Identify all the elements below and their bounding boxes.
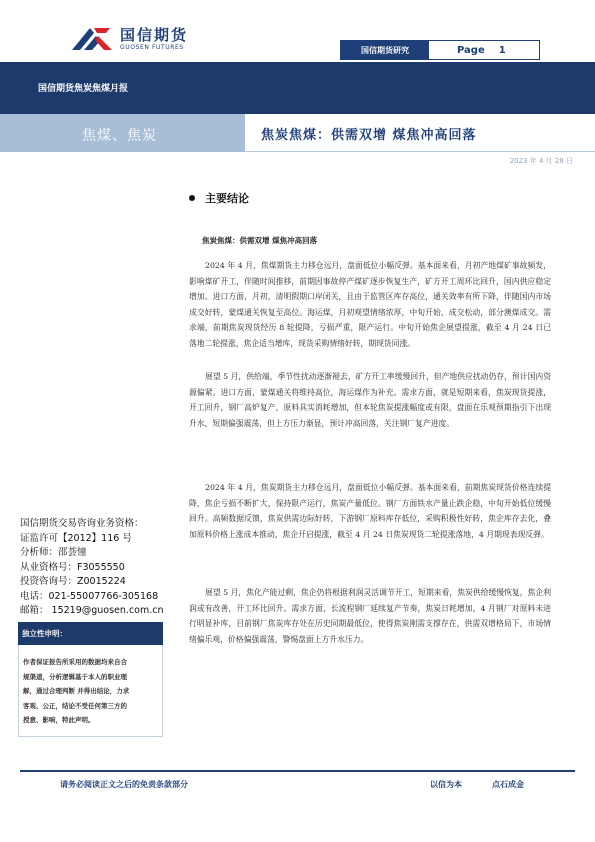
- page-label: Page: [457, 44, 485, 56]
- consulting-number: 投资咨询号：Z0015224: [20, 576, 126, 587]
- report-title-band: [0, 62, 595, 114]
- logo-en-text: GUOSEN FUTURES: [120, 44, 184, 51]
- paragraph: 展望 5 月，焦化产能过剩，焦企仍将根据利润灵活调节开工，短期来看，焦炭供给缓慢恢复，焦企利润或有改善，开工环比回升。需求方面，长流程钢厂延续复产节奏，焦炭日耗增加，4 月钢厂对原料未进行明显补库，目前钢厂焦炭库存处在历史同期最低位，使得焦炭刚需支撑存在，供需双增格局下，市场情绪偏乐观，价格偏强震荡，警惕盘面上方升水压力。: [189, 588, 551, 644]
- phone: 电话：021-55007766-305168: [20, 590, 159, 602]
- footer-tagline-2: 点石成金: [492, 779, 524, 789]
- paragraph: 2024 年 4 月，焦煤期货主力移仓远月，盘面低位小幅反弹。基本面来看，月初产地煤矿事故频发，影响煤矿开工，伴随时间推移，前期因事故停产煤矿逐步恢复生产，矿方开工周环比回升，国内供应稳定增加。进口方面，月初，清明假期口岸闭关，且由于监管区库存高位，通关效率有所下降，伴随国内市场成交好转，蒙煤通关恢复至高位。海运煤，月初观望情绪浓厚，中旬开始，成交松动，部分澳煤成交。需求端，前期焦炭现货经历 8 轮提降，亏损严重，限产运行。中旬开始焦企展望提涨，截至 4 月 24 日已落地二轮提涨，焦企适当增库，现货采购情绪好转，期现货同涨。: [189, 261, 551, 348]
- statement-line: 作者保证报告所采用的数据均来自合: [23, 658, 127, 666]
- guosen-logo-icon: [68, 24, 114, 54]
- analyst-info: [20, 517, 180, 619]
- footer-tagline-1: 以信为本: [430, 779, 462, 789]
- logo-cn-text: 国信期货: [120, 26, 189, 44]
- bullet-dot-icon: [189, 195, 195, 201]
- statement-title: 独立性申明：: [18, 622, 163, 645]
- license-number: 证监许可【2012】116 号: [20, 532, 132, 544]
- research-header-box: [340, 40, 540, 60]
- sub-title: 焦炭焦煤：供需双增 煤焦冲高回落: [202, 236, 318, 245]
- email: 邮箱： 15219@guosen.com.cn: [20, 605, 164, 616]
- sector-label: 焦煤、焦炭: [82, 128, 157, 144]
- footer: [0, 779, 595, 795]
- paragraph: 展望 5 月，供给端，季节性扰动逐渐褪去，矿方开工率缓慢回升，但产地供应扰动仍存，预计国内资源偏紧。进口方面，蒙煤通关将维持高位，海运煤作为补充。需求方面，就是短期来看，焦炭现货提涨，开工回升，钢厂高炉复产，原料具实消耗增加，但本轮焦炭提涨幅度或有限，盘面在乐观预期指引下出现升水，短期偏强震荡，但上方压力渐显，预计冲高回落，关注钢厂复产进度。: [189, 372, 551, 428]
- page-indicator: [429, 41, 539, 59]
- main-content: [189, 190, 559, 206]
- topic-strip: [0, 114, 595, 152]
- footer-divider: [20, 770, 575, 772]
- research-label: 国信期货研究: [341, 41, 429, 59]
- sector-block: [0, 114, 245, 152]
- footer-disclaimer: 请务必阅读正文之后的免责条款部分: [60, 779, 188, 789]
- statement-line: 解，通过合理判断 并得出结论，力求: [23, 687, 130, 695]
- guosen-logo: [68, 24, 188, 54]
- report-date: 2023 年 4 月 28 日: [509, 157, 573, 165]
- statement-line: 规渠道，分析逻辑基于本人的职业理: [23, 672, 127, 681]
- statement-line: 授意、影响，特此声明。: [23, 716, 95, 724]
- analyst-name: 分析师：邵荟憧: [20, 547, 87, 558]
- report-headline: 焦炭焦煤：供需双增 煤焦冲高回落: [261, 128, 477, 143]
- paragraph: 2024 年 4 月，焦炭期货主力移仓远月，盘面低位小幅反弹。基本面来看，前期焦炭现货价格连续提降，焦企亏损不断扩大，保持限产运行，焦炭产量低位。钢厂方面铁水产量止跌企稳，中旬开始低位缓慢回升。高频数据反馈，焦炭供需边际好转，下游钢厂原料库存低位，采购积极性好转，焦企库存去化，叠加原料价格上涨成本推动，焦企开启提涨，截至 4 月 24 日焦炭现货二轮提涨落地，4 月期现表现反弹。: [189, 483, 551, 539]
- section-title: [189, 190, 559, 206]
- section-title-text: 主要结论: [205, 192, 249, 205]
- headline-block: [245, 114, 595, 152]
- page-number: 1: [498, 44, 506, 56]
- statement-body: [18, 645, 163, 737]
- report-series-title: 国信期货焦炭焦煤月报: [38, 84, 129, 94]
- qualification-number: 从业资格号：F3055550: [20, 561, 125, 573]
- license-line: 国信期货交易咨询业务资格：: [20, 518, 144, 529]
- independence-statement: [18, 622, 163, 737]
- statement-line: 客观、公正，结论不受任何第三方的: [23, 701, 127, 710]
